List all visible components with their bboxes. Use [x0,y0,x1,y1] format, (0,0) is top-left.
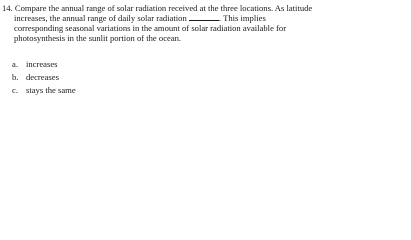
question-line-4 [2,33,407,43]
option-c-letter: c. [12,85,18,95]
question-text-line-2a: increases, the annual range of daily solar radiation [14,13,187,23]
question-number: 14. [2,3,13,13]
answer-options [12,58,76,97]
option-b-text: decreases [26,72,59,82]
option-c[interactable] [12,84,76,97]
answer-blank [189,13,219,21]
option-a[interactable] [12,58,76,71]
question-line-1 [2,3,407,13]
option-a-text: increases [26,59,58,69]
question-stem [2,3,407,43]
option-b[interactable] [12,71,76,84]
question-line-2 [2,13,407,23]
question-text-line-3: corresponding seasonal variations in the amount of solar radiation available for [14,23,287,33]
question-text-line-4: photosynthesis in the sunlit portion of the ocean. [14,33,182,43]
option-a-letter: a. [12,59,18,69]
question-line-3 [2,23,407,33]
option-c-text: stays the same [26,85,76,95]
question-text-line-1: Compare the annual range of solar radiation received at the three locations. As latitude [14,3,313,13]
option-b-letter: b. [12,72,19,82]
question-text-line-2b: . This implies [218,13,266,23]
